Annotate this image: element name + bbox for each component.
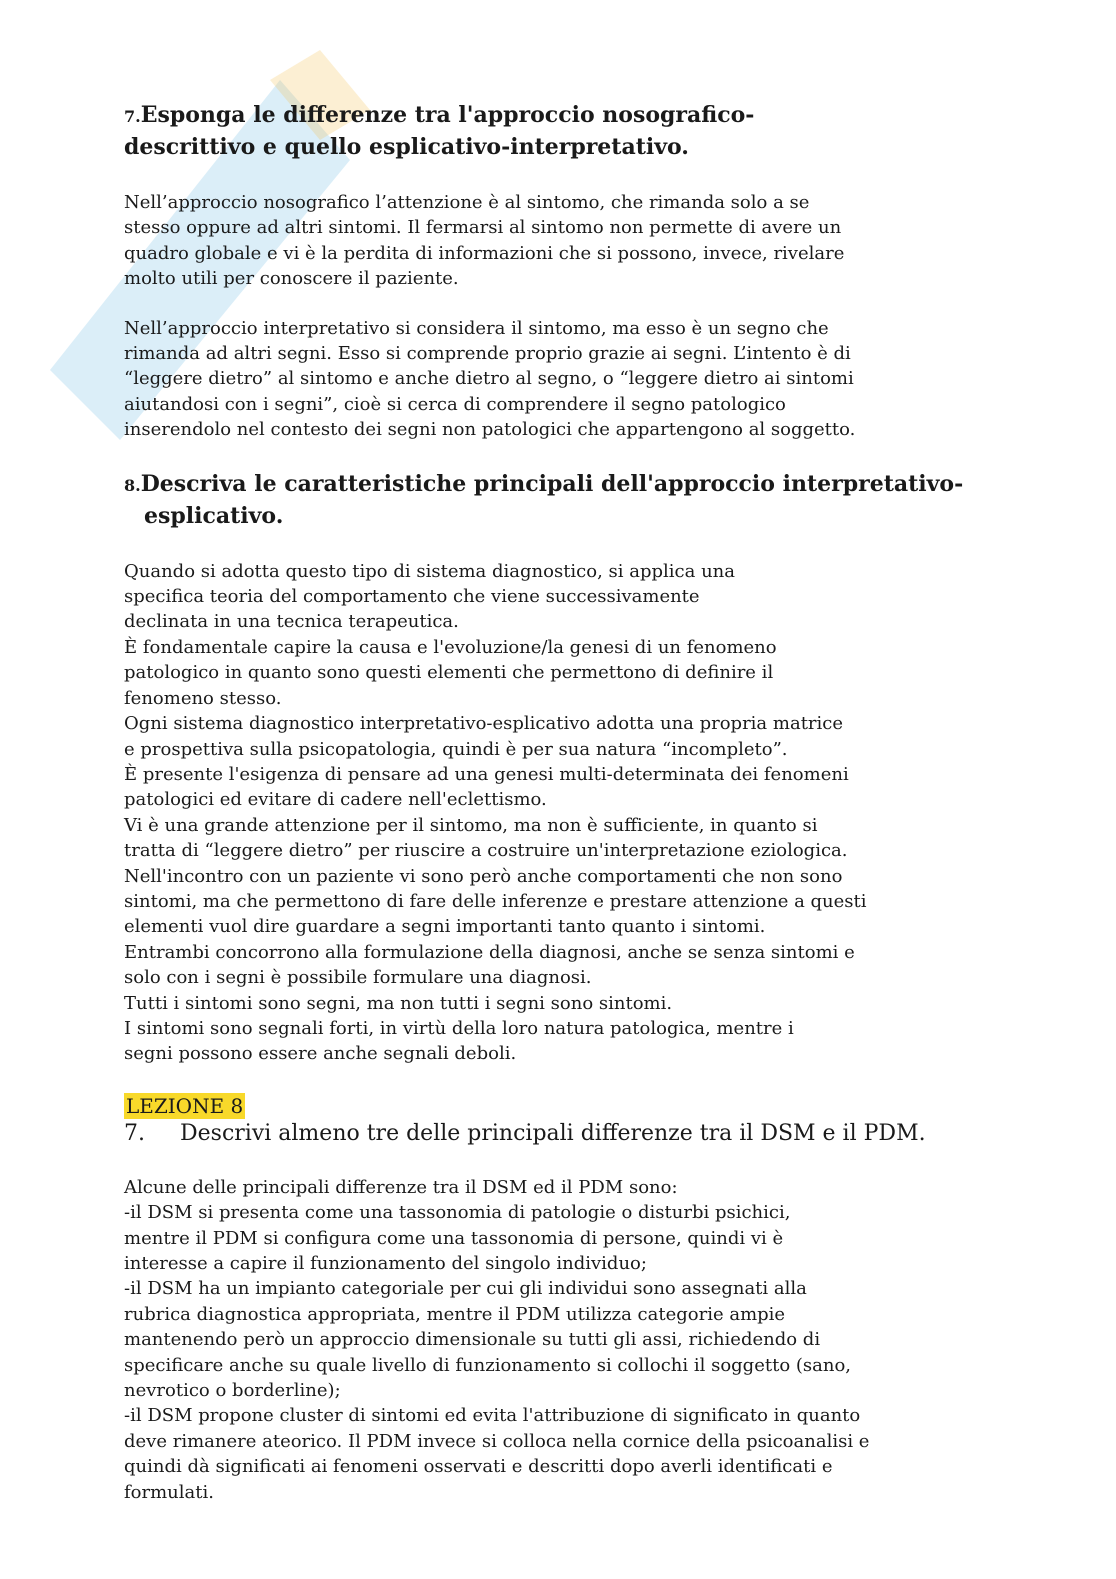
text-line: mentre il PDM si configura come una tassonomia di persone, quindi vi è	[124, 1227, 784, 1249]
text-line: “leggere dietro” al sintomo e anche dietro al segno, o “leggere dietro ai sintomi	[124, 368, 854, 390]
text-line: -il DSM si presenta come una tassonomia di patologie o disturbi psichici,	[124, 1202, 791, 1224]
text-line: stesso oppure ad altri sintomi. Il fermarsi al sintomo non permette di avere un	[124, 217, 842, 239]
question-title-line: esplicativo.	[144, 502, 284, 529]
paragraph	[124, 1175, 984, 1505]
text-line: patologici ed evitare di cadere nell'eclettismo.	[124, 789, 547, 811]
text-line: patologico in quanto sono questi elementi che permettono di definire il	[124, 662, 774, 684]
text-line: inserendolo nel contesto dei segni non patologici che appartengono al soggetto.	[124, 419, 856, 441]
text-line: molto utili per conoscere il paziente.	[124, 268, 459, 290]
text-line: Alcune delle principali differenze tra il DSM ed il PDM sono:	[124, 1176, 678, 1198]
question-title-line: Esponga le differenze tra l'approccio nosografico-	[140, 102, 755, 128]
question-title-line: descrittivo e quello esplicativo-interpretativo.	[124, 134, 689, 160]
question-7b-heading	[124, 1119, 984, 1149]
text-line: specifica teoria del comportamento che viene successivamente	[124, 586, 700, 608]
text-line: rimanda ad altri segni. Esso si comprende proprio grazie ai segni. L’intento è di	[124, 343, 851, 365]
text-line: tratta di “leggere dietro” per riuscire a costruire un'interpretazione eziologica.	[124, 840, 848, 862]
text-line: segni possono essere anche segnali deboli.	[124, 1043, 517, 1065]
text-line: interesse a capire il funzionamento del singolo individuo;	[124, 1253, 647, 1274]
text-line: mantenendo però un approccio dimensionale su tutti gli assi, richiedendo di	[124, 1329, 821, 1351]
paragraph	[124, 190, 984, 292]
question-8-heading	[124, 469, 984, 531]
lesson-label-row	[124, 1093, 984, 1119]
text-line: nevrotico o borderline);	[124, 1380, 341, 1402]
text-line: Nell'incontro con un paziente vi sono però anche comportamenti che non sono	[124, 865, 843, 887]
paragraph	[124, 316, 984, 443]
text-line: aiutandosi con i segni”, cioè si cerca di comprendere il segno patologico	[124, 393, 786, 415]
text-line: I sintomi sono segnali forti, in virtù della loro natura patologica, mentre i	[124, 1017, 794, 1039]
text-line: solo con i segni è possibile formulare una diagnosi.	[124, 967, 592, 989]
text-line: quindi dà significati ai fenomeni osservati e descritti dopo averli identificati e	[124, 1456, 833, 1478]
text-line: declinata in una tecnica terapeutica.	[124, 611, 459, 633]
text-line: È fondamentale capire la causa e l'evoluzione/la genesi di un fenomeno	[124, 636, 777, 658]
text-line: rubrica diagnostica appropriata, mentre il PDM utilizza categorie ampie	[124, 1303, 786, 1325]
text-line: quadro globale e vi è la perdita di informazioni che si possono, invece, rivelare	[124, 242, 845, 264]
text-line: Quando si adotta questo tipo di sistema diagnostico, si applica una	[124, 560, 735, 582]
text-line: Vi è una grande attenzione per il sintomo, ma non è sufficiente, in quanto si	[124, 814, 818, 836]
text-line: -il DSM ha un impianto categoriale per cui gli individui sono assegnati alla	[124, 1278, 807, 1300]
text-line: sintomi, ma che permettono di fare delle inferenze e prestare attenzione a questi	[124, 890, 867, 912]
question-title: Descrivi almeno tre delle principali differenze tra il DSM e il PDM.	[180, 1120, 926, 1146]
lesson-label: LEZIONE 8	[126, 1093, 244, 1118]
text-line: formulati.	[124, 1481, 214, 1503]
question-number: 7.	[124, 107, 141, 126]
text-line: Ogni sistema diagnostico interpretativo-esplicativo adotta una propria matrice	[124, 713, 844, 735]
text-line: deve rimanere ateorico. Il PDM invece si colloca nella cornice della psicoanalisi e	[124, 1430, 870, 1452]
text-line: elementi vuol dire guardare a segni importanti tanto quanto i sintomi.	[124, 916, 766, 938]
text-line: fenomeno stesso.	[124, 687, 282, 709]
text-line: e prospettiva sulla psicopatologia, quindi è per sua natura “incompleto”.	[124, 738, 788, 760]
text-line: Nell’approccio nosografico l’attenzione è al sintomo, che rimanda solo a se	[124, 192, 810, 213]
question-title-line: Descriva le caratteristiche principali dell'approccio interpretativo-	[140, 470, 964, 497]
text-line: specificare anche su quale livello di funzionamento si collochi il soggetto (sano,	[124, 1354, 852, 1376]
text-line: Entrambi concorrono alla formulazione della diagnosi, anche se senza sintomi e	[124, 941, 855, 963]
text-line: Tutti i sintomi sono segni, ma non tutti i segni sono sintomi.	[124, 992, 673, 1014]
document-page	[124, 100, 984, 1505]
question-7-heading	[124, 100, 984, 162]
text-line: -il DSM propone cluster di sintomi ed evita l'attribuzione di significato in quanto	[124, 1405, 861, 1427]
text-line: Nell’approccio interpretativo si considera il sintomo, ma esso è un segno che	[124, 317, 829, 339]
text-line: È presente l'esigenza di pensare ad una genesi multi-determinata dei fenomeni	[124, 763, 849, 785]
question-number: 8.	[124, 475, 141, 495]
paragraph	[124, 559, 984, 1067]
question-number: 7.	[124, 1120, 145, 1146]
